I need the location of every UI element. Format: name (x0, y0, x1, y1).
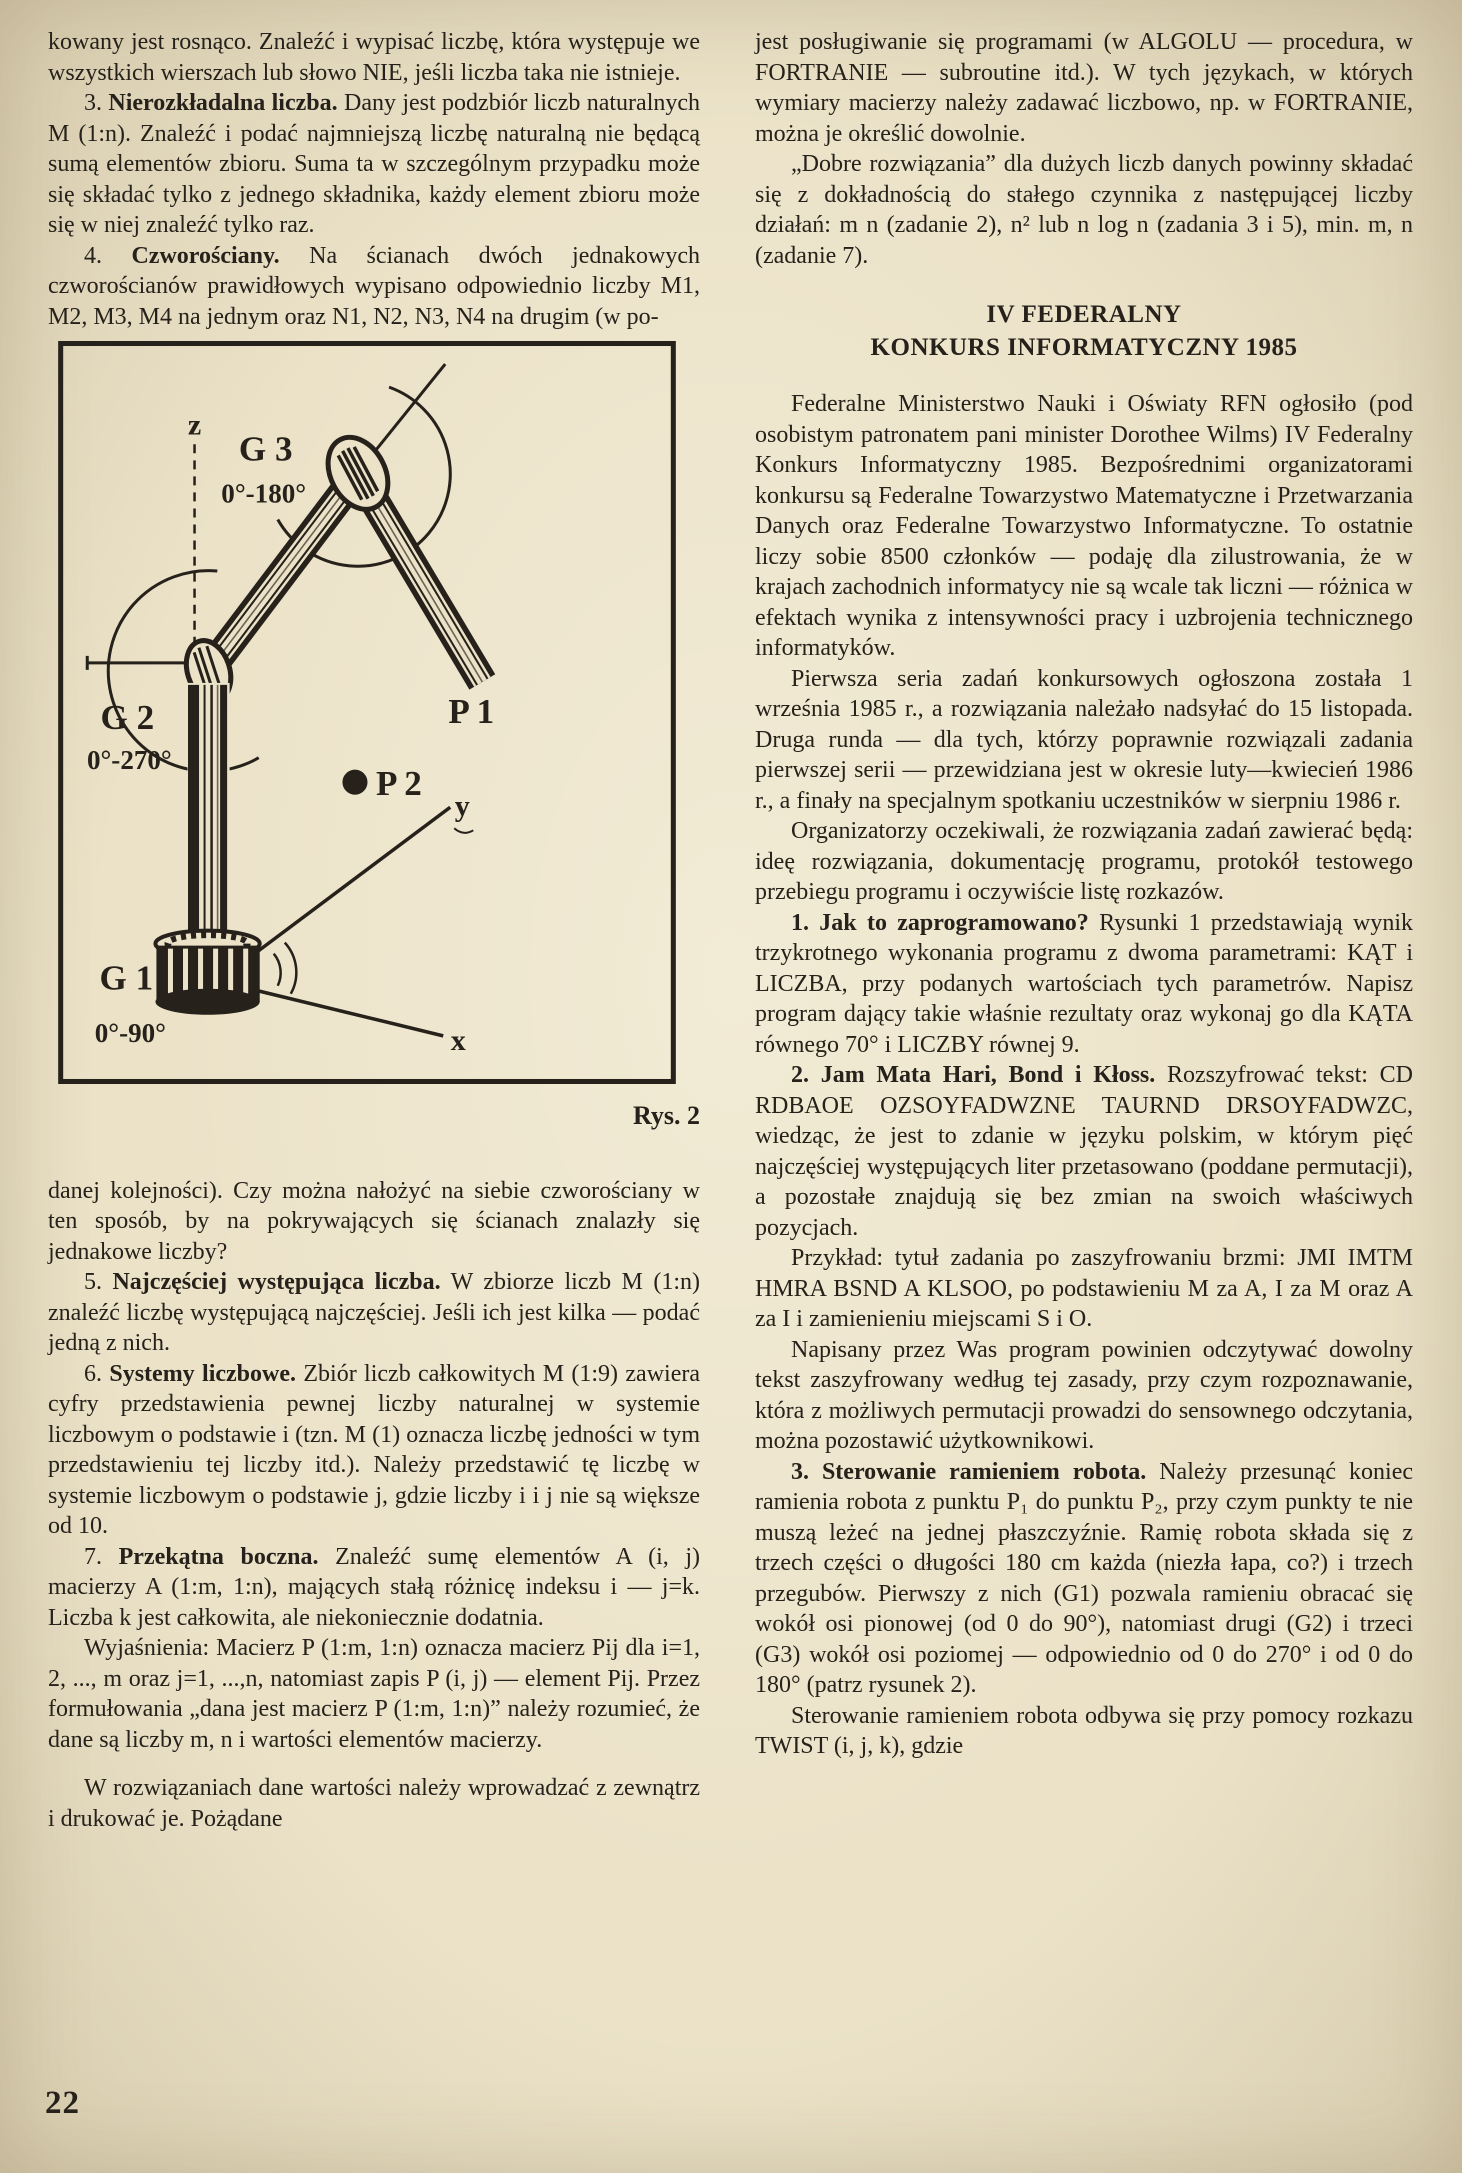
y-axis-line (255, 807, 451, 953)
section-heading (755, 298, 1413, 364)
vertical-column (188, 683, 230, 944)
bold-lead: Przekątna boczna. (118, 1543, 319, 1570)
paragraph: 3. Nierozkładalna liczba. Dany jest podzbiór liczb naturalnych M (1:n). Znaleźć i podać najmniejszą liczbę naturalną nie będącą sumą elementów zbioru. Suma ta w szczególnym przypadku może się składać tylko z jednego składnika, każdy element zbioru może się w niej znaleźć tylko raz. (48, 90, 701, 238)
section-heading-line: KONKURS INFORMATYCZNY 1985 (870, 334, 1298, 361)
bold-lead: Nierozkładalna liczba. (108, 90, 338, 116)
g1-angle-arc (274, 943, 297, 994)
bold-lead: Najczęściej występująca liczba. (112, 1269, 441, 1295)
robot-arm-diagram (57, 340, 677, 1085)
g3-range-label: 0°-180° (221, 478, 307, 509)
z-axis-label: z (187, 407, 202, 442)
base-drum (155, 931, 259, 1015)
paragraph: kowany jest rosnąco. Znaleźć i wypisać liczbę, która występuje we wszystkich wierszach lub słowo NIE, jeśli liczba taka nie istnieje. (48, 29, 700, 86)
paragraph: danej kolejności). Czy można nałożyć na siebie czworościany w ten sposób, by na pokrywających się ścianach znalazły się jednakowe liczby? (48, 1177, 700, 1265)
y-axis-label: y (454, 788, 470, 823)
page-number: 22 (45, 2085, 80, 2121)
paragraph: Federalne Ministerstwo Nauki i Oświaty RFN ogłosiło (pod osobistym patronatem pani minister Dorothee Wilms) IV Federalny Konkurs Informatyczny 1985. Bezpośrednimi organizatorami konkursu są Federalne Towarzystwo Matematyczne i Przetwarzania Danych oraz Federalne Towarzystwo Informatyczne. To ostatnie liczy sobie 8500 członków — podaję dla zilustrowania, że w krajach zachodnich informatycy nie są wcale tak liczni — różnica w efektach wynika z intensywności pracy i uzbrojenia technicznego informatyków. (755, 391, 1413, 661)
paragraph: 1. Jak to zaprogramowano? Rysunki 1 przedstawiają wynik trzykrotnego wykonania programu z dwoma parametrami: KĄT i LICZBA, przy podanych wartościach tych parametrów. Napisz program dający takie właśnie rezultaty oraz wykonaj go dla KĄTA równego 70° i LICZBY równej 9. (755, 909, 1413, 1058)
bold-lead: 1. Jak to zaprogramowano? (791, 909, 1089, 936)
paragraph: „Dobre rozwiązania” dla dużych liczb danych powinny składać się z dokładnością do stałego czynnika z następującej liczby działań: m n (zadanie 2), n² lub n log n (zadania 3 i 5), min. m, n (zadanie 7). (755, 151, 1413, 269)
paragraph: Wyjaśnienia: Macierz P (1:m, 1:n) oznacza macierz Pij dla i=1, 2, ..., m oraz j=1, ...,n, natomiast zapis P (i, j) — element Pij. Przez formułowania „dana jest macierz P (1:m, 1:n)” należy rozumieć, że dane są liczby m, n i wartości elementów macierzy. (48, 1635, 700, 1753)
paragraph: Pierwsza seria zadań konkursowych ogłoszona została 1 września 1985 r., a rozwiązania należało nadsyłać do 15 listopada. Druga runda — dla tych, którzy poprawnie rozwiązali zadania pierwszej serii — przewidziana jest w okresie luty—kwiecień 1986 r., a finały na specjalnym spotkaniu uczestników w sierpniu 1986 r. (755, 665, 1413, 814)
x-axis-label: x (450, 1022, 466, 1057)
figure-caption: Rys. 2 (633, 1101, 700, 1130)
paragraph: Sterowanie ramieniem robota odbywa się przy pomocy rozkazu TWIST (i, j, k), gdzie (755, 1702, 1413, 1759)
paragraph: W rozwiązaniach dane wartości należy wprowadzać z zewnątrz i drukować je. Pożądane (48, 1775, 700, 1832)
paragraph: Przykład: tytuł zadania po zaszyfrowaniu brzmi: JMI IMTM HMRA BSND A KLSOO, po podstawieniu M za A, I za M oraz A za I i zamienieniu miejscami S i O. (755, 1245, 1413, 1332)
y-axis-tilde (454, 828, 473, 833)
bold-lead: 2. Jam Mata Hari, Bond i Kłoss. (791, 1062, 1156, 1088)
paragraph: Organizatorzy oczekiwali, że rozwiązania zadań zawierać będą: ideę rozwiązania, dokumentację programu, protokół testowego przebiegu programu i oczywiście listę rozkazów. (755, 818, 1413, 905)
bold-lead: Czworościany. (131, 242, 280, 269)
g2-reference-line (87, 656, 191, 670)
paragraph: 2. Jam Mata Hari, Bond i Kłoss. Rozszyfrować tekst: CD RDBAOE OZSOYFADWZNE TAURND DRSOYFADWZC, wiedząc, że jest to zdanie w języku polskim, w którym pięć najczęściej występujących liter przetasowano (poddane permutacji), a pozostałe znajdują się bez zmian na swoich właściwych pozycjach. (755, 1062, 1414, 1241)
section-heading-line: IV FEDERALNY (986, 301, 1182, 328)
paragraph: 3. Sterowanie ramieniem robota. Należy przesunąć koniec ramienia robota z punktu P₁ do punktu P₂, przy czym punkty te nie muszą leżeć na jednej płaszczyźnie. Ramię robota składa się z trzech części o długości 180 cm każda (niezła łapa, co?) i trzech przegubów. Pierwszy z nich (G1) pozwala ramieniu obracać się wokół osi pionowej (od 0 do 90°), natomiast drugi (G2) i trzeci (G3) wokół osi poziomej — odpowiednio od 0 do 270° i od 0 do 180° (patrz rysunek 2). (755, 1458, 1413, 1698)
bold-lead: Systemy liczbowe. (109, 1360, 297, 1387)
g3-label: G 3 (238, 429, 293, 469)
paragraph: 6. Systemy liczbowe. Zbiór liczb całkowitych M (1:9) zawiera cyfry przedstawienia pewnej liczby naturalnej w systemie liczbowym o podstawie i (tzn. M (1) oznacza liczbę jedności w tym przedstawieniu tej liczby itd.). Należy przedstawić tę liczbę w systemie liczbowym o podstawie j, gdzie liczby i i j nie są większe od 10. (48, 1360, 700, 1539)
g3-reference-line (366, 364, 445, 462)
right-column (755, 27, 1413, 1762)
p1-label: P 1 (448, 692, 495, 732)
g2-label: G 2 (100, 698, 155, 738)
p2-point (342, 770, 367, 795)
g1-label: G 1 (99, 958, 154, 998)
x-axis-line (258, 991, 443, 1036)
paragraph: jest posługiwanie się programami (w ALGOLU — procedura, w FORTRANIE — subroutine itd.). W tych językach, w których wymiary macierzy należy zadawać liczbowo, np. w FORTRANIE, można je określić dowolnie. (755, 29, 1413, 147)
robot-arm-figure (48, 340, 700, 1132)
g2-range-label: 0°-270° (86, 745, 172, 776)
g1-range-label: 0°-90° (94, 1017, 166, 1048)
bold-lead: 3. Sterowanie ramieniem robota. (791, 1458, 1147, 1485)
p2-label: P 2 (376, 764, 422, 804)
left-column (48, 27, 700, 1834)
g2-angle-arc (108, 571, 258, 772)
paragraph: 4. Czworościany. Na ścianach dwóch jednakowych czworościanów prawidłowych wypisano odpowiednio liczby M1, M2, M3, M4 na jednym oraz N1, N2, N3, N4 na drugim (w po- (48, 242, 701, 330)
paragraph: 7. Przekątna boczna. Znaleźć sumę elementów A (i, j) macierzy A (1:m, 1:n), mających stałą różnicę indeksu i — j=k. Liczba k jest całkowita, ale niekoniecznie dodatnia. (48, 1543, 700, 1631)
paragraph: Napisany przez Was program powinien odczytywać dowolny tekst zaszyfrowany według tej zasady, przy czym rozpoznawanie, która z możliwych permutacji prowadzi do sensownego odczytania, można pozostawić użytkownikowi. (755, 1336, 1413, 1454)
paragraph: 5. Najczęściej występująca liczba. W zbiorze liczb M (1:n) znaleźć liczbę występującą najczęściej. Jeśli ich jest kilka — podać jedną z nich. (48, 1269, 700, 1356)
